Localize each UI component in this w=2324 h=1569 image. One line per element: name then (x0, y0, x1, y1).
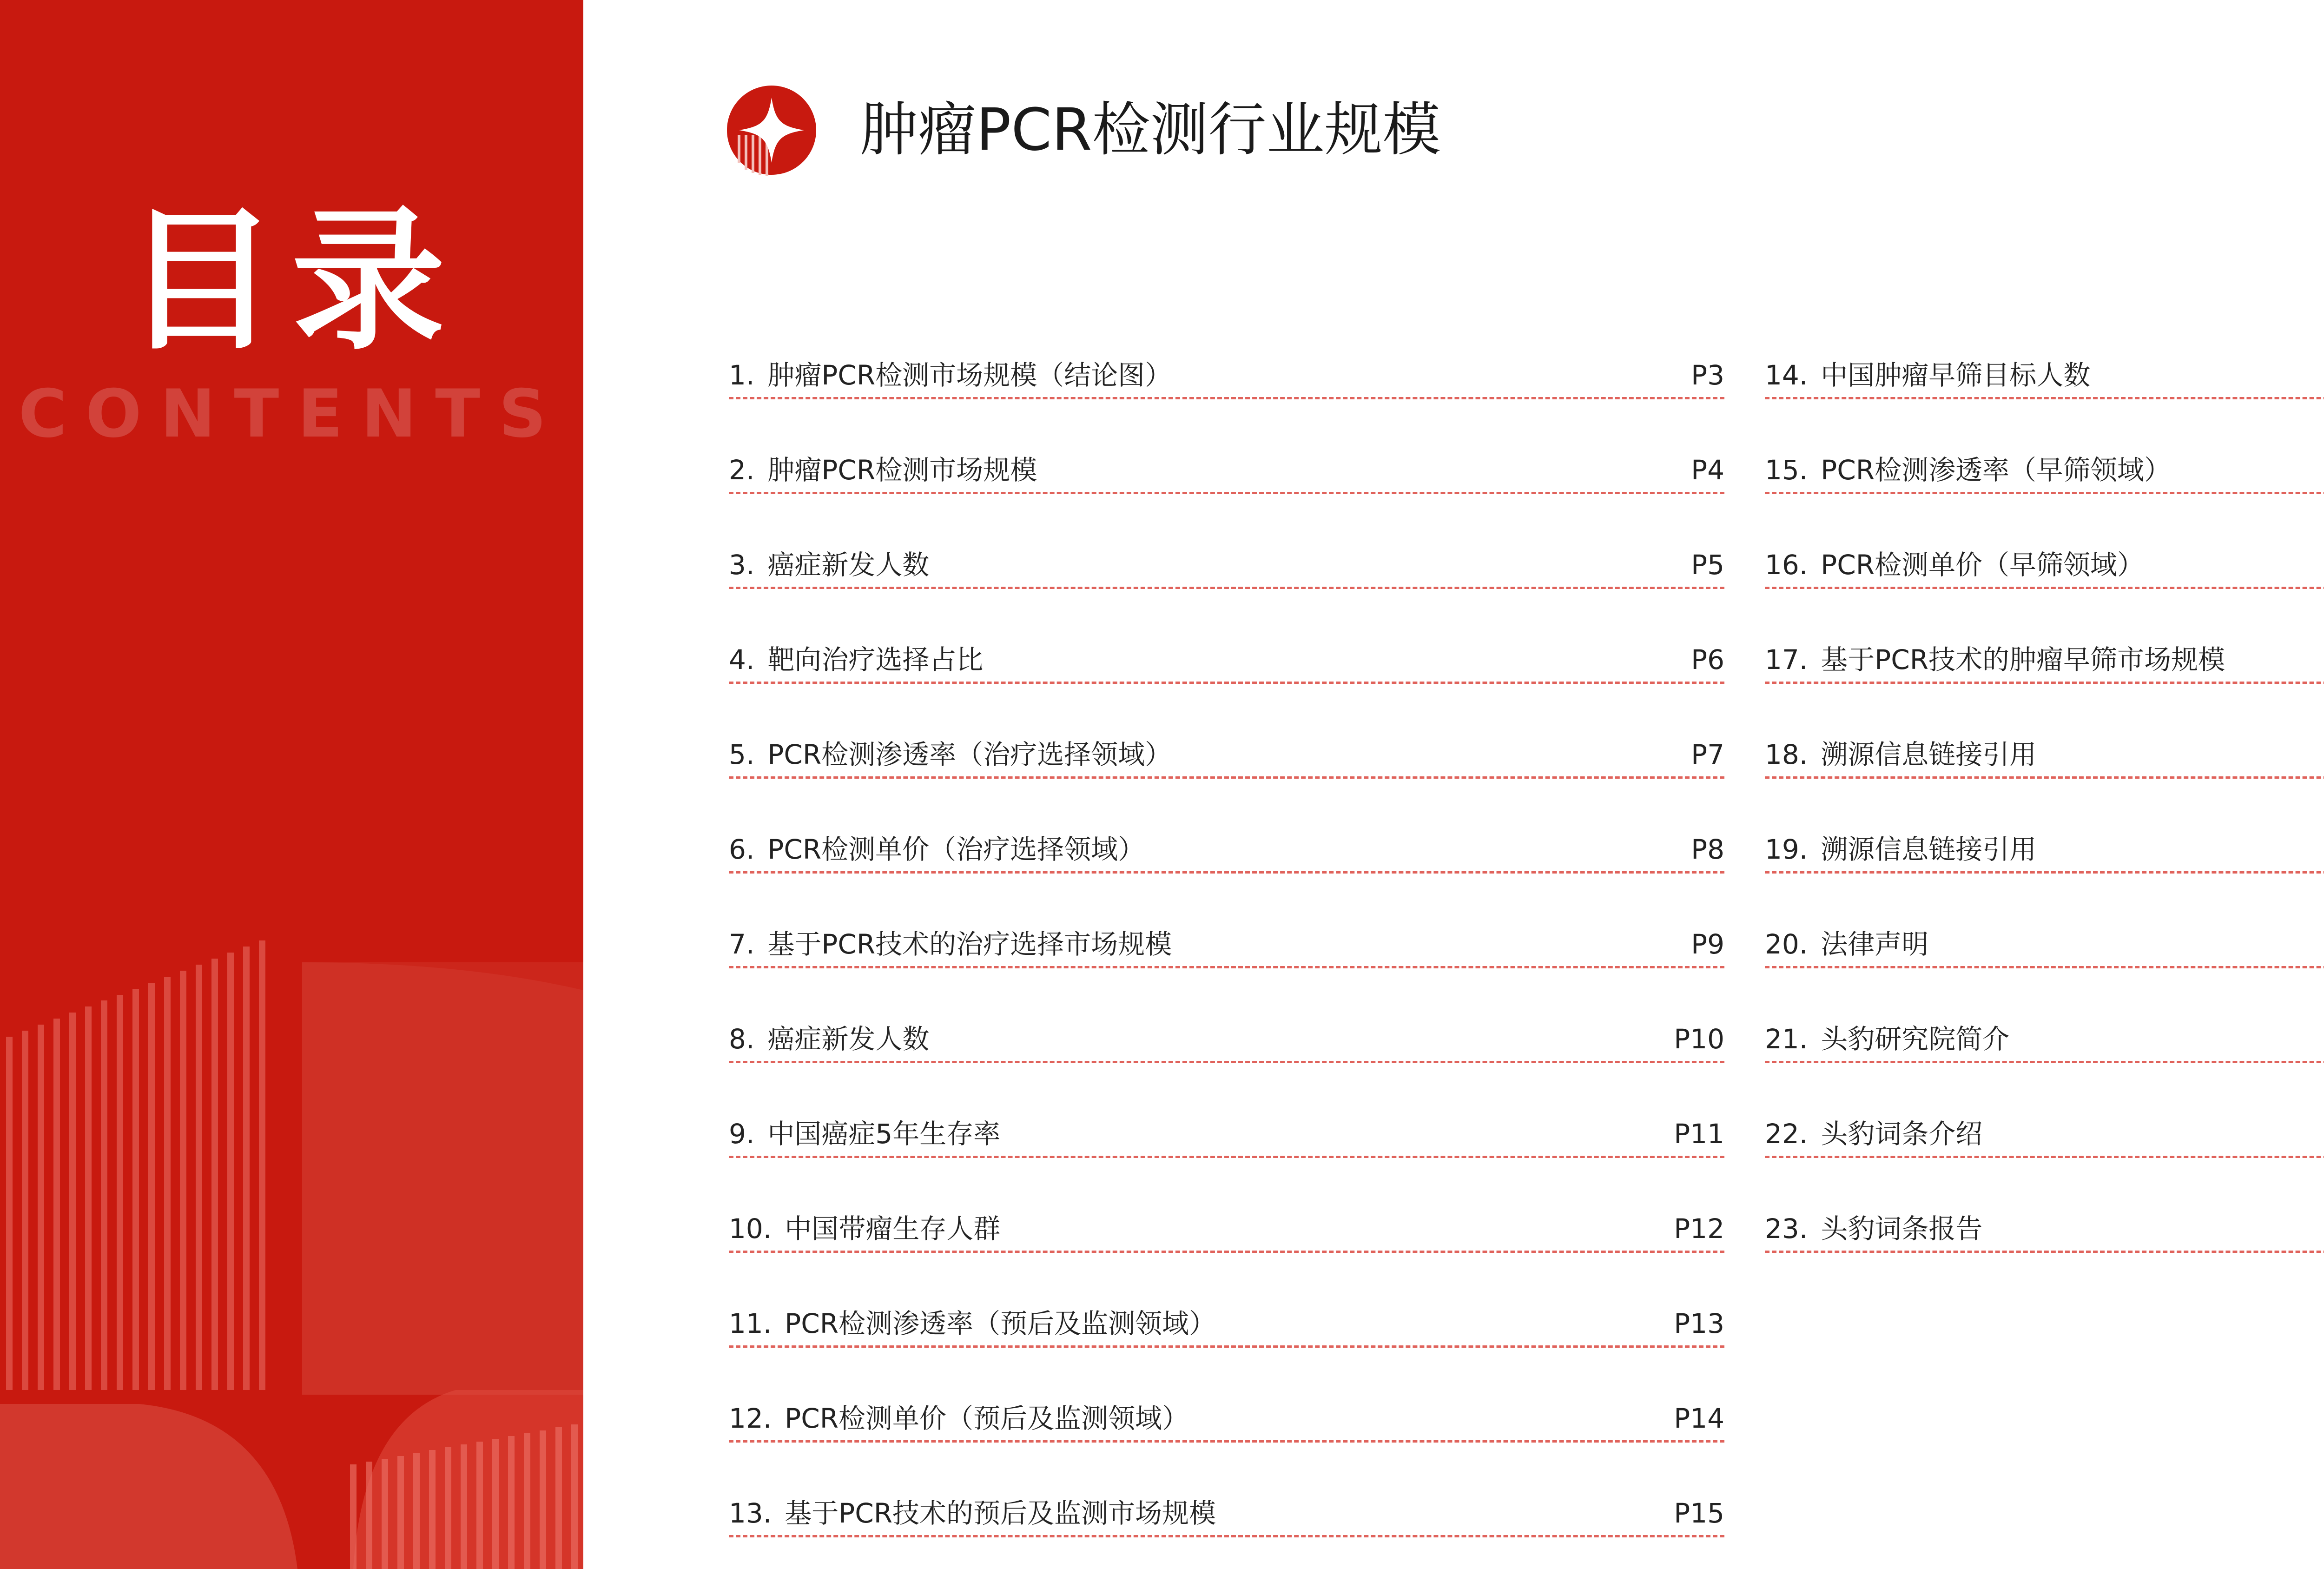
toc-entry-page: P13 (1674, 1308, 1724, 1339)
toc-entry-page: P8 (1691, 834, 1724, 865)
toc-heading: 目录 (124, 192, 459, 371)
toc-entry-label: 靶向治疗选择占比 (767, 644, 984, 675)
toc-entry-label: PCR检测渗透率（预后及监测领域） (785, 1308, 1216, 1339)
toc-entry-label: 基于PCR技术的预后及监测市场规模 (785, 1497, 1216, 1529)
toc-entry-label: 基于PCR技术的治疗选择市场规模 (767, 928, 1172, 960)
toc-entry-text (1765, 454, 2171, 486)
toc-entry-number: 4. (729, 644, 755, 675)
toc-entry-page: P15 (1674, 1497, 1724, 1529)
toc-entry-label: PCR检测渗透率（早筛领域） (1821, 454, 2172, 486)
toc-entry-label: 头豹词条介绍 (1821, 1118, 1983, 1150)
toc-entry-label: PCR检测单价（预后及监测领域） (785, 1403, 1189, 1434)
toc-entry-text (729, 1212, 1000, 1245)
toc-entry-label: PCR检测渗透率（治疗选择领域） (767, 739, 1172, 770)
toc-entry-page: P5 (1691, 549, 1724, 581)
toc-entry-page: P6 (1691, 644, 1724, 675)
toc-entry-number: 16. (1765, 549, 1808, 581)
toc-entry[interactable] (729, 1443, 1724, 1537)
toc-entry-number: 3. (729, 549, 755, 581)
toc-entry[interactable] (1765, 1063, 2324, 1158)
toc-entry[interactable] (729, 1253, 1724, 1348)
toc-entry[interactable] (729, 684, 1724, 779)
toc-entry-number: 9. (729, 1118, 755, 1150)
toc-entry-text (729, 1118, 1000, 1150)
toc-entry-number: 18. (1765, 739, 1808, 770)
toc-entry-text (1765, 549, 2144, 581)
toc-left-column (729, 305, 1724, 1537)
toc-entry-text (1765, 643, 2225, 676)
toc-entry-label: 头豹研究院简介 (1821, 1023, 2010, 1055)
toc-entry-text (729, 1307, 1216, 1340)
toc-entry-text (1765, 928, 1928, 960)
toc-entry-text (729, 359, 1172, 391)
toc-entry[interactable] (729, 1158, 1724, 1253)
toc-entry[interactable] (1765, 1158, 2324, 1253)
toc-entry-number: 15. (1765, 454, 1808, 486)
toc-entry[interactable] (729, 494, 1724, 589)
toc-entry[interactable] (729, 968, 1724, 1063)
toc-entry[interactable] (1765, 874, 2324, 968)
toc-entry-text (729, 643, 983, 676)
toc-entry-text (729, 928, 1172, 960)
toc-entry-number: 7. (729, 928, 755, 960)
toc-entry-number: 21. (1765, 1023, 1808, 1055)
toc-entry[interactable] (1765, 779, 2324, 874)
toc-entry-number: 1. (729, 359, 755, 391)
toc-entry-number: 6. (729, 834, 755, 865)
toc-entry-number: 8. (729, 1023, 755, 1055)
toc-entry[interactable] (1765, 589, 2324, 684)
toc-entry-page: P4 (1691, 454, 1724, 486)
toc-entry-number: 11. (729, 1308, 772, 1339)
toc-entry-label: 中国癌症5年生存率 (767, 1118, 1001, 1150)
toc-entry-number: 23. (1765, 1213, 1808, 1245)
toc-entry-label: PCR检测单价（治疗选择领域） (767, 834, 1145, 865)
toc-entry-label: 法律声明 (1821, 928, 1929, 960)
toc-entry-page: P7 (1691, 739, 1724, 770)
toc-entry-label: PCR检测单价（早筛领域） (1821, 549, 2145, 581)
toc-right-column (1765, 305, 2324, 1253)
toc-entry-page: P9 (1691, 928, 1724, 960)
toc-entry-number: 22. (1765, 1118, 1808, 1150)
toc-entry-number: 20. (1765, 928, 1808, 960)
toc-entry-number: 5. (729, 739, 755, 770)
toc-entry-page: P10 (1674, 1023, 1724, 1055)
toc-entry-text (729, 833, 1145, 866)
toc-entry[interactable] (729, 874, 1724, 968)
toc-entry[interactable] (1765, 968, 2324, 1063)
toc-entry-number: 10. (729, 1213, 772, 1245)
toc-entry-label: 癌症新发人数 (767, 1023, 930, 1055)
toc-entry-label: 中国带瘤生存人群 (785, 1213, 1001, 1245)
toc-entry-number: 19. (1765, 834, 1808, 865)
toc-entry-text (1765, 1023, 2009, 1055)
brand-logo-icon (725, 84, 818, 177)
toc-entry[interactable] (1765, 684, 2324, 779)
toc-entry-text (729, 1497, 1216, 1529)
toc-entry[interactable] (729, 589, 1724, 684)
toc-entry-page: P11 (1674, 1118, 1724, 1150)
toc-entry-label: 溯源信息链接引用 (1821, 739, 2037, 770)
toc-entry-page: P3 (1691, 359, 1724, 391)
toc-entry-number: 12. (729, 1403, 772, 1434)
toc-entry-label: 溯源信息链接引用 (1821, 834, 2037, 865)
toc-entry[interactable] (729, 779, 1724, 874)
toc-entry-text (729, 1023, 929, 1055)
toc-entry-label: 癌症新发人数 (767, 549, 930, 581)
toc-entry-text (1765, 833, 2036, 866)
sidebar-panel (0, 0, 583, 1569)
toc-entry[interactable] (1765, 399, 2324, 494)
toc-entry[interactable] (729, 399, 1724, 494)
toc-entry-text (1765, 1212, 1982, 1245)
toc-entry-number: 2. (729, 454, 755, 486)
toc-entry-label: 肿瘤PCR检测市场规模 (767, 454, 1037, 486)
toc-entry[interactable] (1765, 494, 2324, 589)
toc-entry-number: 13. (729, 1497, 772, 1529)
toc-entry-text (1765, 738, 2036, 771)
toc-entry-text (729, 738, 1172, 771)
toc-entry[interactable] (729, 1348, 1724, 1443)
page-title: 肿瘤PCR检测行业规模 (860, 96, 1441, 164)
toc-entry-label: 肿瘤PCR检测市场规模（结论图） (767, 359, 1172, 391)
toc-entry-text (729, 454, 1037, 486)
toc-entry[interactable] (729, 1063, 1724, 1158)
toc-entry-page: P14 (1674, 1403, 1724, 1434)
toc-entry-label: 头豹词条报告 (1821, 1213, 1983, 1245)
toc-entry-text (729, 549, 929, 581)
toc-entry-text (729, 1402, 1189, 1435)
toc-entry-label: 中国肿瘤早筛目标人数 (1821, 359, 2091, 391)
toc-entry-text (1765, 1118, 1982, 1150)
contents-subtitle: CONTENTS (18, 376, 565, 452)
toc-entry-text (1765, 359, 2090, 391)
toc-entry[interactable] (729, 305, 1724, 399)
toc-entry-number: 14. (1765, 359, 1808, 391)
toc-entry-number: 17. (1765, 644, 1808, 675)
toc-entry-page: P12 (1674, 1213, 1724, 1245)
toc-entry-label: 基于PCR技术的肿瘤早筛市场规模 (1821, 644, 2225, 675)
toc-entry[interactable] (1765, 305, 2324, 399)
